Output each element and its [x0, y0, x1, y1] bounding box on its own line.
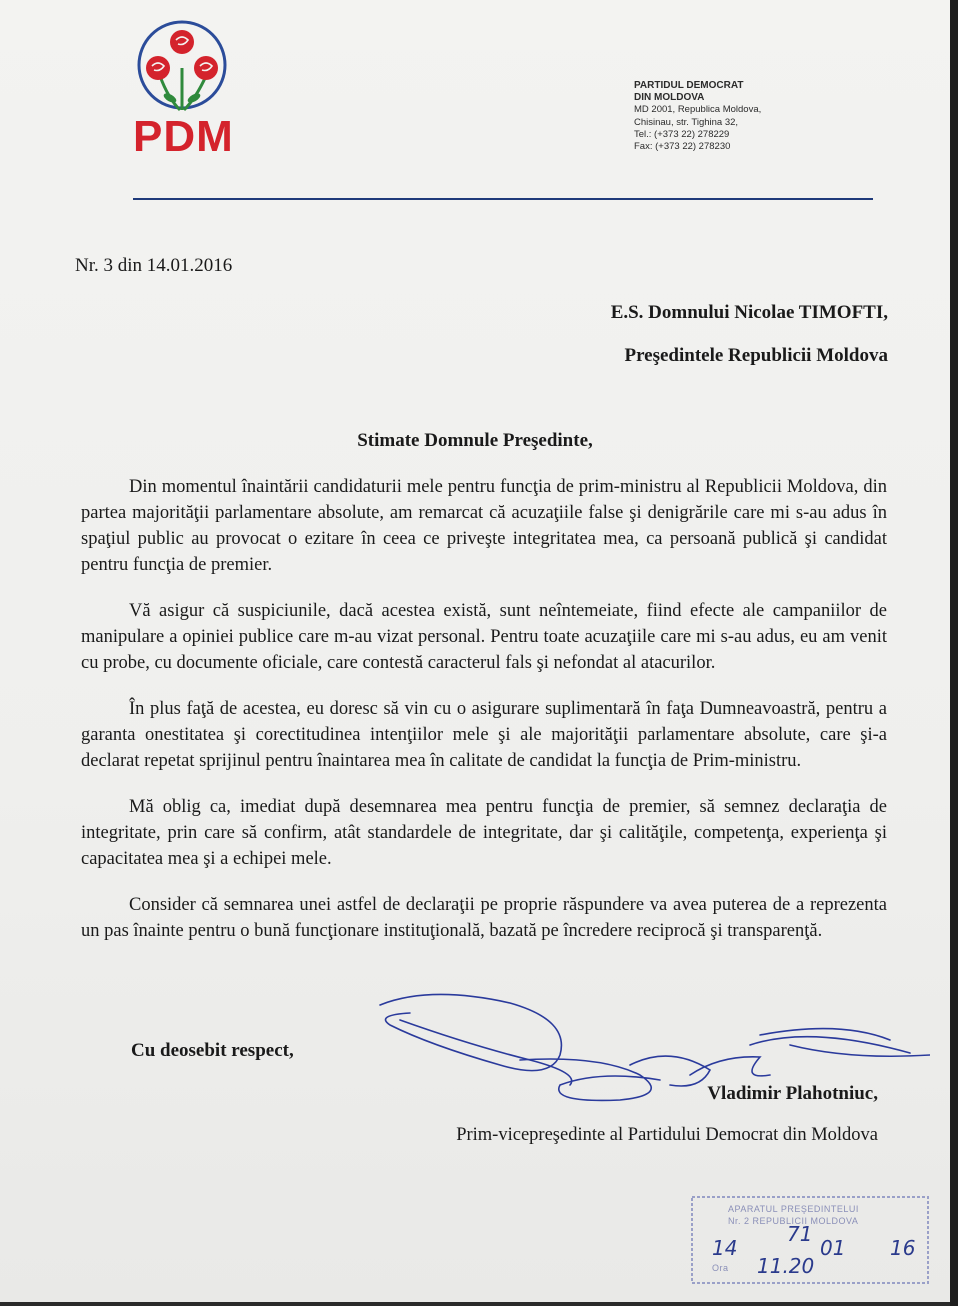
photo-edge: [950, 0, 958, 1306]
closing-phrase: Cu deosebit respect,: [131, 1040, 294, 1061]
org-name-line2: DIN MOLDOVA: [634, 92, 705, 104]
stamp-time: 11.20: [757, 1254, 815, 1278]
org-name-line1: PARTIDUL DEMOCRAT: [634, 80, 744, 91]
signer-title: Prim-vicepreşedinte al Partidului Democrat din Moldova: [456, 1125, 878, 1145]
stamp-ora-label: Ora: [712, 1263, 729, 1273]
organization-info: [634, 80, 761, 153]
addressee-name: E.S. Domnului Nicolae TIMOFTI,: [610, 302, 888, 323]
body-paragraph: Consider că semnarea unei astfel de declaraţii pe proprie răspundere va avea puterea de a reprezenta un pas înainte pentru o bună funcţionare instituţională, bazată pe încredere reciprocă şi transparenţă.: [81, 895, 887, 941]
body-paragraph: Mă oblig ca, imediat după desemnarea mea pentru funcţia de premier, să semnez declaraţia de integritate, prin care să confirm, atât standardele de integritate, dar şi calităţile, competenţa, experienţa şi capacitatea mea şi a echipei mele.: [81, 797, 887, 869]
reference-number: Nr. 3 din 14.01.2016: [75, 255, 233, 276]
org-telephone: Tel.: (+373 22) 278229: [634, 128, 730, 140]
body-paragraph: Din momentul înaintării candidaturii mele pentru funcţia de prim-ministru al Republicii Moldova, din partea majorităţii parlamentare absolute, am remarcat că acuzaţiile false şi denigrările care mi s-au adus în spaţiul public au provocat o ezitare în ceea ce priveşte integritatea mea, ca persoană publică şi candidat pentru funcţia de premier.: [81, 477, 887, 575]
stamp-header-line1: APARATUL PREŞEDINTELUI: [728, 1204, 859, 1214]
addressee-title: Preşedintele Republicii Moldova: [624, 345, 888, 366]
logo-wordmark: PDM: [133, 112, 234, 161]
body-paragraph: Vă asigur că suspiciunile, dacă acestea există, sunt neîntemeiate, fiind efecte ale campaniilor de manipulare a opiniei publice care m-au vizat personal. Pentru toate acuzaţiile care mi s-au adus, eu am venit cu probe, cu documente oficiale, care contestă caracterul fals şi nefondat al atacurilor.: [81, 601, 887, 673]
body-paragraph: În plus faţă de acestea, eu doresc să vin cu o asigurare suplimentară în faţa Dumneavoastră, pentru a garanta onestitatea şi corectitudinea intenţiilor mele şi ale majorităţii parlamentare absolute, care şi-a declarat repetat sprijinul pentru înaintarea mea în calitate de candidat la funcţia de Prim-ministru.: [81, 699, 887, 771]
stamp-day: 14: [712, 1236, 738, 1260]
letter-body: [81, 474, 887, 964]
signer-name: Vladimir Plahotniuc,: [707, 1083, 878, 1104]
header-divider: [133, 198, 873, 200]
org-address-line2: Chisinau, str. Tighina 32,: [634, 116, 739, 128]
salutation: Stimate Domnule Preşedinte,: [357, 430, 593, 451]
stamp-year: 16: [890, 1236, 916, 1260]
stamp-month: 01: [820, 1236, 846, 1260]
stamp-header-line2: Nr. 2 REPUBLICII MOLDOVA: [728, 1216, 859, 1226]
org-fax: Fax: (+373 22) 278230: [634, 141, 731, 153]
org-address-line1: MD 2001, Republica Moldova,: [634, 104, 762, 116]
stamp-number: 71: [787, 1222, 813, 1246]
